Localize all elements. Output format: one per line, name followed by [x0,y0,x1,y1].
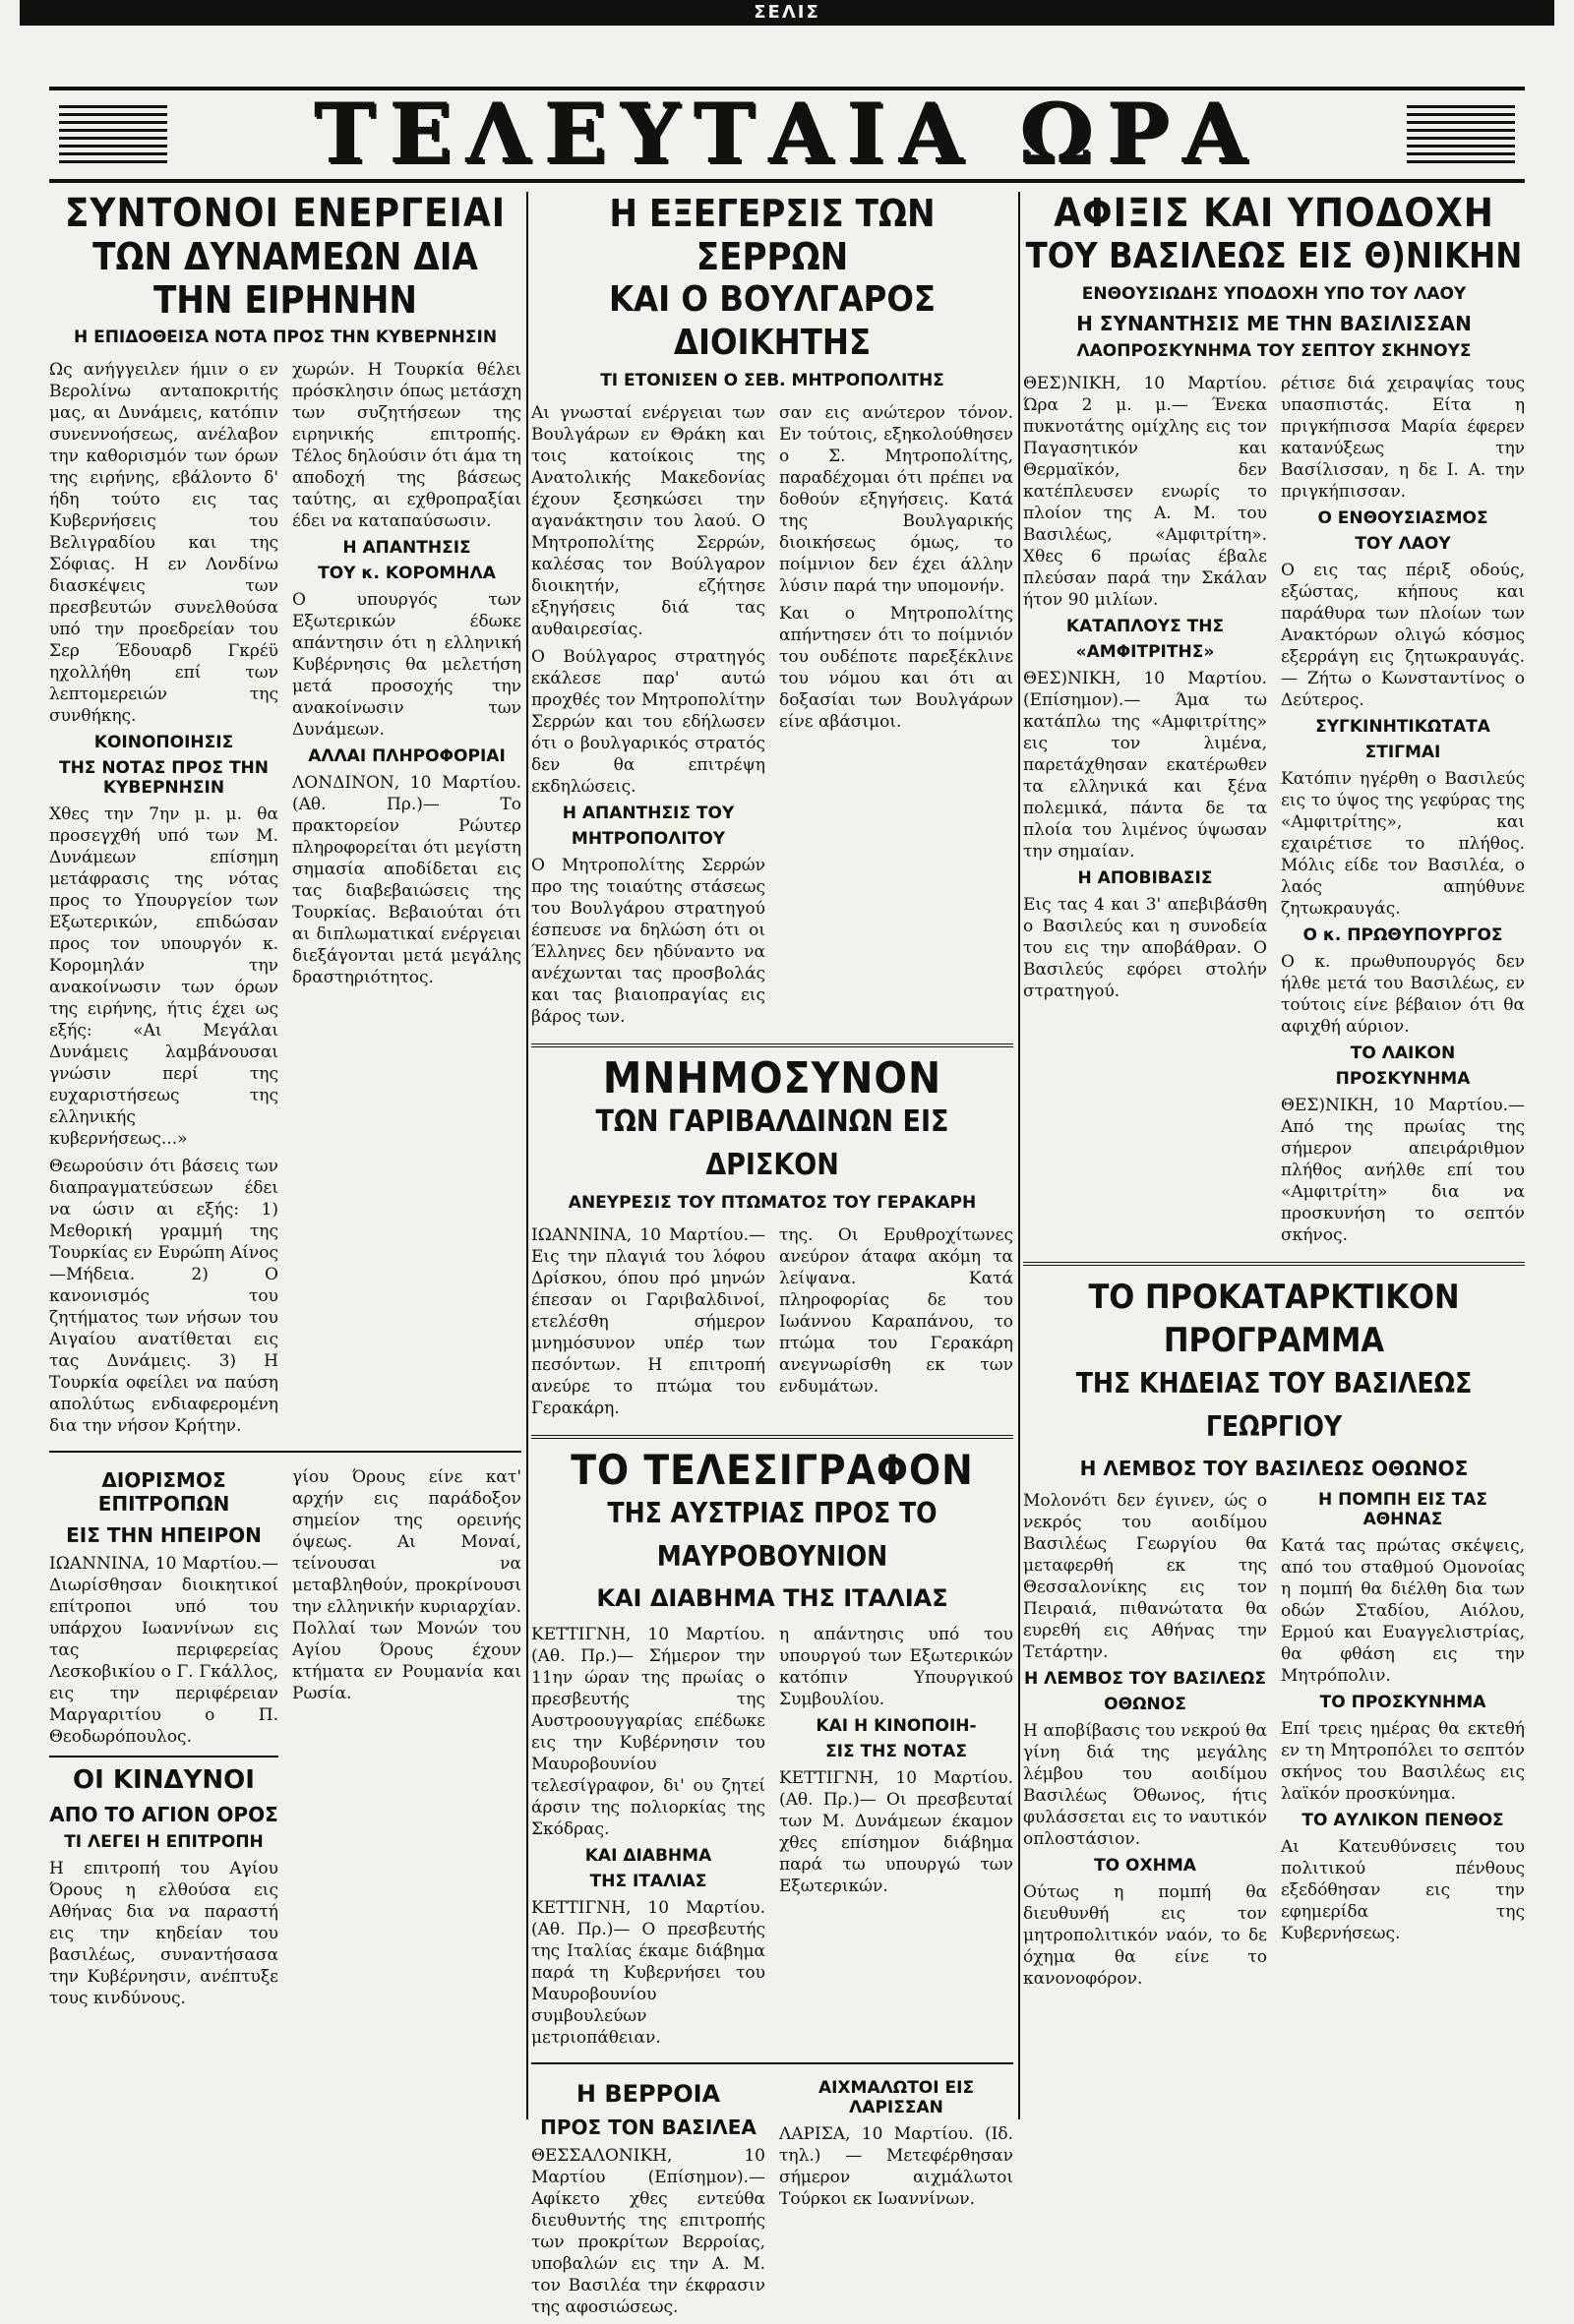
article-text: Ο Μητροπολίτης Σερρών προ της τοιαύτης στάσεως του Βουλγάρου στρατηγού έσπευσε να δηλώση ότι οι Έλληνες δεν ηδύναντο να ανέχωνται τας προσβολάς και τας βιαιοπραγίας εις βάρος των. [531,856,765,1027]
article-text: ΚΕΤΤΙΓΝΗ, 10 Μαρτίου. (Αθ. Πρ.)— Οι πρεσβευταί των Μ. Δυνάμεων έκαμον χθες επίσημον διάβημα παρά τω υπουργώ των Εξωτερικών. [779,1768,1013,1896]
masthead-title: ΤΕΛΕΥΤΑΙΑ ΩΡΑ [313,85,1261,182]
headline: ΤΩΝ ΔΥΝΑΜΕΩΝ ΔΙΑ ΤΗΝ ΕΙΡΗΝΗΝ [92,235,478,322]
section-heading: Η ΑΠΑΝΤΗΣΙΣ ΤΟΥ [562,804,735,823]
headline: ΤΟ ΤΕΛΕΣΙΓΡΑΦΟΝ [571,1446,974,1494]
article-text: ΘΕΣ)ΝΙΚΗ, 10 Μαρτίου. (Επίσημον).— Άμα τω κατάπλω της «Αμφιτρίτης» εις τον λιμένα, παρετάχθησαν εκατέρωθεν τα ελληνικά και ξένα πολεμικά, πάντα δε τα πλοία του λιμένος ύψωσαν την σημαίαν. [1023,669,1267,862]
section-heading: ΣΥΓΚΙΝΗΤΙΚΩΤΑΤΑ [1315,717,1490,737]
ornament-right [1407,104,1515,163]
section-heading: ΣΙΣ ΤΗΣ ΝΟΤΑΣ [825,1742,967,1761]
section-heading: ΟΘΩΝΟΣ [1104,1695,1186,1714]
article-text: Επί τρεις ημέρας θα εκτεθή εν τη Μητροπόλει το σεπτόν σκήνος του Βασιλέως εις λαϊκόν προσκύνημα. [1281,1719,1525,1804]
article-text: Ο εις τας πέριξ οδούς, εξώστας, κήπους και παράθυρα των πλοίων των Ανακτόρων ολιγώ κόσμος εξερράγη εις ζητωκραυγάς. — Ζήτω ο Κωνσταντίνος ο Δεύτερος. [1281,561,1525,710]
section-heading: ΤΟ ΠΡΟΣΚΥΝΗΜΑ [1319,1693,1486,1712]
article-text: ΛΑΡΙΣΑ, 10 Μαρτίου. (Ιδ. τηλ.) — Μετεφέρθησαν σήμερον αιχμάλωτοι Τούρκοι εκ Ιωαννίνων. [779,2124,1013,2209]
section-heading: «ΑΜΦΙΤΡΙΤΗΣ» [1075,642,1215,662]
two-column-text [531,2072,1013,2324]
section-heading: ΠΡΟΣΚΥΝΗΜΑ [1335,1069,1471,1089]
ornament-left [59,104,167,163]
section-heading: ΚΑΙ ΔΙΑΒΗΜΑ [584,1846,712,1866]
section-heading: ΚΑΙ Η ΚΙΝΟΠΟΙΗ- [816,1716,977,1736]
headline: Η ΕΞΕΓΕΡΣΙΣ ΤΩΝ ΣΕΡΡΩΝ [609,192,936,278]
divider [531,2062,1013,2064]
two-column-text [49,1460,521,2015]
section-heading: ΑΛΛΑΙ ΠΛΗΡΟΦΟΡΙΑΙ [308,746,506,766]
section-heading: Η ΠΟΜΠΗ ΕΙΣ ΤΑΣ ΑΘΗΝΑΣ [1318,1490,1487,1529]
article-text: Κατόπιν ηγέρθη ο Βασιλεύς εις το ύψος της γεφύρας της «Αμφιτρίτης», και εχαιρέτισε το πλήθος. Μόλις είδε τον Βασιλέα, ο λαός απηύθυνε ζητωκραυγάς. [1281,769,1525,919]
article-text: σαν εις ανώτερον τόνον. Εν τούτοις, εξηκολούθησεν ο Σ. Μητροπολίτης, παραδέχομαι ότι πρέπει να δοθούν εξηγήσεις. Κατά της Βουλγαρικής διοικήσεως όμως, το ποίμνιον δεν έχει άλλην λύσιν παρά την υπομονήν. [779,403,1013,596]
section-heading: ΔΙΟΡΙΣΜΟΣ ΕΠΙΤΡΟΠΩΝ [97,1468,230,1516]
subheadline: ΛΑΟΠΡΟΣΚΥΝΗΜΑ ΤΟΥ ΣΕΠΤΟΥ ΣΚΗΝΟΥΣ [1076,341,1472,361]
article-text: ΘΕΣ)ΝΙΚΗ, 10 Μαρτίου. Ώρα 2 μ. μ.— Ένεκα πυκνοτάτης ομίχλης εις τον Παγασητικόν και Θερμαϊκόν, δεν κατέπλευσεν ενωρίς το πλοίον της Α. Μ. του Βασιλέως, «Αμφιτρίτη». Χθες 6 πρωίας έβαλε πλεύσαν παρά την Σκάλαν ήτον 90 μιλίων. [1023,374,1267,610]
two-column-text [531,396,1013,1034]
article-text: Ο Βούλγαρος στρατηγός εκάλεσε παρ' αυτώ προχθές τον Μητροπολίτην Σερρών και του εδήλωσεν ότι ο βουλγαρικός στρατός δεν θα επιτρέψη εκδηλώσεις. [531,647,765,797]
two-column-text [49,353,521,1443]
two-column-text [531,1618,1013,2055]
article-text: της. Οι Ερυθροχίτωνες ανεύρον άταφα ακόμη τα λείψανα. Κατά πληροφορίας δε του Ιωάννου Καραπάνου, το πτώμα του Γερακάρη ανεγνωρίσθη εκ των ενδυμάτων. [779,1225,1013,1397]
subheadline: ΚΑΙ ΔΙΑΒΗΜΑ ΤΗΣ ΙΤΑΛΙΑΣ [596,1584,948,1612]
article-text: ΘΕΣ)ΝΙΚΗ, 10 Μαρτίου.— Από της πρωίας της σήμερον απειράριθμον πλήθος ανήλθε επί του «Αμφιτρίτη» δια να προσκυνήση το σεπτόν σκήνος. [1281,1096,1525,1245]
subheadline: ΤΙ ΕΤΟΝΙΣΕΝ Ο ΣΕΒ. ΜΗΤΡΟΠΟΛΙΤΗΣ [600,371,944,390]
newspaper-page [20,0,1554,2317]
divider [49,1756,278,1758]
article-text: ΙΩΑΝΝΙΝΑ, 10 Μαρτίου.— Εις την πλαγιά του λόφου Δρίσκου, όπου πρό μηνών έπεσαν οι Γαριβαλδινοί, ετελέσθη σήμερον μνημόσυνον υπέρ των πεσόντων. Η επιτροπή ανεύρε το πτώμα του Γερακάρη. [531,1225,765,1418]
headline: ΤΗΣ ΑΥΣΤΡΙΑΣ ΠΡΟΣ ΤΟ ΜΑΥΡΟΒΟΥΝΙΟΝ [607,1497,938,1573]
section-heading: ΤΟ ΟΧΗΜΑ [1094,1856,1196,1876]
headline: ΚΑΙ Ο ΒΟΥΛΓΑΡΟΣ ΔΙΟΙΚΗΤΗΣ [608,279,937,363]
column-1 [49,192,521,2119]
article-text: Κατά τας πρώτας σκέψεις, από του σταθμού Ομονοίας η πομπή θα διέλθη δια των οδών Σταδίου, Αιόλου, Ερμού και Ευαγγελιστρίας, θα φθάση εις την Μητρόπολιν. [1281,1536,1525,1686]
section-heading: Η ΑΠΑΝΤΗΣΙΣ [342,538,471,558]
article-text: ρέτισε διά χειραψίας τους υπασπιστάς. Είτα η πριγκήπισσα Μαρία έφερεν κατανύξεως την Βασίλισσαν, η δε Ι. Α. την πριγκήπισσαν. [1281,374,1525,502]
section-heading: ΜΗΤΡΟΠΟΛΙΤΟΥ [571,829,726,849]
article-text: Εις τας 4 και 3' απεβιβάσθη ο Βασιλεύς και η συνοδεία του εις την αποβάθραν. Ο Βασιλεύς εφόρει στολήν στρατηγού. [1023,895,1267,1001]
divider [1023,1262,1525,1266]
section-heading: ΑΠΟ ΤΟ ΑΓΙΟΝ ΟΡΟΣ [49,1803,278,1826]
section-heading: ΤΟΥ κ. ΚΟΡΟΜΗΛΑ [318,564,496,583]
section-heading: ΠΡΟΣ ΤΟΝ ΒΑΣΙΛΕΑ [540,2115,757,2139]
section-heading: ΕΙΣ ΤΗΝ ΗΠΕΙΡΟΝ [66,1523,262,1547]
article-text: γίου Όρους είνε κατ' αρχήν εις παράδοξον σημείον της ορεινής όψεως. Αι Μοναί, τείνουσαι να μεταβληθούν, προκρίνουσι την ελληνικήν κυριαρχίαν. Πολλαί των Μονών του Αγίου Όρους έχουν κτήματα εν Ρουμανία και Ρωσία. [292,1467,521,1703]
section-heading: ΑΙΧΜΑΛΩΤΟΙ ΕΙΣ ΛΑΡΙΣΣΑΝ [817,2078,975,2117]
article-text: Χθες την 7ην μ. μ. θα προσεγχθή υπό των Μ. Δυνάμεων επίσημη μετάφρασις της νότας προς το Υπουργείον των Εξωτερικών, επιδώσαν προς τον υπουργόν κ. Κορομηλάν την ανακοίνωσιν των όρων της ειρήνης, ήτις έχει ως εξής: «Αι Μεγάλαι Δυνάμεις λαμβάνουσαι γνώσιν περί της ευχαριστήσεως της ελληνικής κυβερνήσεως...» [49,804,278,1149]
section-heading: Ο ΕΝΘΟΥΣΙΑΣΜΟΣ [1317,508,1488,528]
section-heading: ΟΙ ΚΙΝΔΥΝΟΙ [73,1765,255,1795]
section-heading: ΤΙ ΛΕΓΕΙ Η ΕΠΙΤΡΟΠΗ [64,1832,264,1852]
divider [531,1043,1013,1047]
headline: ΣΥΝΤΟΝΟΙ ΕΝΕΡΓΕΙΑΙ [64,191,507,236]
subheadline: ΑΝΕΥΡΕΣΙΣ ΤΟΥ ΠΤΩΜΑΤΟΣ ΤΟΥ ΓΕΡΑΚΑΡΗ [568,1193,977,1213]
article-text: ΛΟΝΔΙΝΟΝ, 10 Μαρτίου. (Αθ. Πρ.)— Το πρακτορείον Ρώυτερ πληροφορείται ότι μεγίστη σημασία αποδίδεται εις τας διαβεβαιώσεις της Τουρκίας. Βεβαιούται ότι αι διπλωματικαί ενέργειαι διεξάγονται μετά μεγάλης δραστηριότητος. [292,773,521,987]
article-text: Η επιτροπή του Αγίου Όρους η ελθούσα εις Αθήνας δια να παραστή εις την κηδείαν του βασιλέως, συναντήσασα την Κυβέρνησιν, ανέπτυξε τους κινδύνους. [49,1859,278,2008]
column-3 [1023,192,1525,2119]
two-column-text [1023,1484,1525,1996]
divider [49,1451,521,1453]
article-text: ΘΕΣΣΑΛΟΝΙΚΗ, 10 Μαρτίου (Επίσημον).— Αφίκετο χθες εντεύθα διευθυντής της επιτροπής των προκρίτων Βερροίας, υποβαλών εις την Α. Μ. τον Βασιλέα την έκφρασιν της αφοσιώσεως. [531,2146,765,2317]
section-heading: Η ΛΕΜΒΟΣ ΤΟΥ ΒΑΣΙΛΕΩΣ [1024,1669,1266,1689]
article-text: ΚΕΤΤΙΓΝΗ, 10 Μαρτίου. (Αθ. Πρ.)— Σήμερον την 11ην ώραν της πρωίας ο πρεσβευτής της Αυστροουγγαρίας επέδωκε εις την Κυβέρνησιν του Μαυροβουνίου τελεσίγραφον, δι' ου ζητεί άρσιν της πολιορκίας της Σκόδρας. [531,1625,765,1839]
section-heading: Η ΑΠΟΒΙΒΑΣΙΣ [1077,868,1213,888]
article-text: ΚΕΤΤΙΓΝΗ, 10 Μαρτίου. (Αθ. Πρ.)— Ο πρεσβευτής της Ιταλίας έκαμε διάβημα παρά τη Κυβερνήσει του Μαυροβουνίου συμβουλεύων μετριοπάθειαν. [531,1898,765,2048]
headline: ΤΟΥ ΒΑΣΙΛΕΩΣ ΕΙΣ Θ)ΝΙΚΗΝ [1025,236,1523,276]
section-heading: ΚΑΤΑΠΛΟΥΣ ΤΗΣ [1065,617,1225,636]
article-text: Ούτως η πομπή θα διευθυνθή εις τον μητροπολιτικόν ναόν, το δε όχημα θα είνε το κανονοφόρον. [1023,1882,1267,1989]
section-heading: ΤΟ ΑΥΛΙΚΟΝ ΠΕΝΘΟΣ [1302,1811,1504,1830]
article-text: Ο υπουργός των Εξωτερικών έδωκε απάντησιν ότι η ελληνική Κυβέρνησις θα μελετήση μετά προσοχής την ανακοίνωσιν των Δυνάμεων. [292,590,521,740]
headline: ΤΗΣ ΚΗΔΕΙΑΣ ΤΟΥ ΒΑΣΙΛΕΩΣ ΓΕΩΡΓΙΟΥ [1075,1367,1473,1443]
column-rule [526,192,528,2119]
subheadline: ΕΝΘΟΥΣΙΩΔΗΣ ΥΠΟΔΟΧΗ ΥΠΟ ΤΟΥ ΛΑΟΥ [1081,284,1467,304]
two-column-text [531,1219,1013,1425]
headline: ΤΟ ΠΡΟΚΑΤΑΡΚΤΙΚΟΝ ΠΡΟΓΡΑΜΜΑ [1088,1278,1460,1360]
article-text: Θεωρούσιν ότι βάσεις των διαπραγματεύσεων έδει να ώσιν αι εξής: 1) Μεθορική γραμμή της Τουρκίας εν Ευρώπη Αίνος—Μήδεια. 2) Ο κανονισμός του ζητήματος των νήσων του Αιγαίου ανατίθεται εις τας Δυνάμεις. 3) Η Τουρκία οφείλει να παύση απολύτως ενδιαφερομένη δια την νήσον Κρήτην. [49,1157,278,1436]
article-text: Η αποβίβασις του νεκρού θα γίνη διά της μεγάλης λέμβου του αοιδίμου Βασιλέως Όθωνος, ήτις φυλάσσεται εις το ναυτικόν οπλοστάσιον. [1023,1721,1267,1849]
article-text: Και ο Μητροπολίτης απήντησεν ότι το ποίμνιόν του ουδέποτε παρεξέκλινε του νόμου και ότι αι δοξασίαι των Βουλγάρων είνε αβάσιμοι. [779,604,1013,732]
article-text: ΙΩΑΝΝΙΝΑ, 10 Μαρτίου.— Διωρίσθησαν διοικητικοί επίτροποι υπό του υπάρχου Ιωαννίνων εις τας περιφερείας Λεσκοβικίου ο Γ. Γκάλλος, εις την περιφέρειαν Μαργαριτίου ο Π. Θεοδωρόπουλος. [49,1554,278,1747]
two-column-text [1023,367,1525,1252]
section-heading: ΤΗΣ ΝΟΤΑΣ ΠΡΟΣ ΤΗΝ ΚΥΒΕΡΝΗΣΙΝ [58,758,270,798]
subheadline: Η ΛΕΜΒΟΣ ΤΟΥ ΒΑΣΙΛΕΩΣ ΟΘΩΝΟΣ [1079,1457,1469,1480]
masthead-banner [49,87,1525,183]
divider [531,1435,1013,1439]
article-text: χωρών. Η Τουρκία θέλει πρόσκλησιν όπως μετάσχη των συζητήσεων της ειρηνικής επιτροπής. Τέλος δηλούσιν ότι άμα τη αποδοχή της βάσεως ταύτης, αι εχθροπραξίαι έδει να καταπαύσωσιν. [292,360,521,531]
page-folio: ΣΕΛΙΣ [754,2,820,23]
section-heading: ΤΗΣ ΙΤΑΛΙΑΣ [589,1872,707,1891]
article-text: Ως ανήγγειλεν ήμιν ο εν Βερολίνω ανταποκριτής μας, αι Δυνάμεις, κατόπιν συνεννοήσεως, ανέλαβον την καθορισμόν των όρων της ειρήνης, εβάλοντο δ' ήδη τούτο εις τας Κυβερνήσεις του Βελιγραδίου και της Σόφιας. Η εν Λονδίνω διασκέψεις των πρεσβευτών συνελθούσα υπό την προεδρείαν του Σερ Έδουαρδ Γκρέϋ ηχολλήθη επί των λεπτομερειών της συνθήκης. [49,360,278,726]
headline: ΜΝΗΜΟΣΥΝΟΝ [602,1053,942,1103]
section-heading: ΤΟ ΛΑΙΚΟΝ [1350,1043,1456,1063]
article-text: Μολονότι δεν έγινεν, ώς ο νεκρός του αοιδίμου Βασιλέως Γεωργίου θα μεταφερθή εκ της Θεσσαλονίκης εις τον Πειραιά, πιθανώτατα θα ευρεθή εις Αθήνας την Τετάρτην. [1023,1491,1267,1662]
section-heading: Η ΒΕΡΡΟΙΑ [575,2080,721,2108]
article-text: Αι γνωσταί ενέργειαι των Βουλγάρων εν Θράκη και τοις κατοίκοις της Ανατολικής Μακεδονίας έχουν ξεσηκώσει την αγανάκτησιν του λαού. Ο Μητροπολίτης Σερρών, καλέσας τον Βούλγαρον διοικητήν, εζήτησε εξηγήσεις διά τας αυθαιρεσίας. [531,403,765,639]
article-text: Ο κ. πρωθυπουργός δεν ήλθε μετά του Βασιλέως, εν τούτοις είνε βέβαιον ότι θα αφιχθή αύριον. [1281,952,1525,1037]
top-bar [20,0,1554,26]
subheadline: Η ΣΥΝΑΝΤΗΣΙΣ ΜΕ ΤΗΝ ΒΑΣΙΛΙΣΣΑΝ [1076,312,1472,335]
article-text: Αι Κατευθύνσεις του πολιτικού πένθους εξεδόθησαν εις την εφημερίδα της Κυβερνήσεως. [1281,1837,1525,1943]
column-2 [531,192,1013,2317]
section-heading: Ο κ. ΠΡΩΘΥΠΟΥΡΓΟΣ [1302,925,1503,945]
section-heading: ΤΟΥ ΛΑΟΥ [1355,534,1451,554]
article-text: η απάντησις υπό του υπουργού των Εξωτερικών κατόπιν Υπουργικού Συμβουλίου. [779,1625,1013,1709]
subheadline: Η ΕΠΙΔΟΘΕΙΣΑ ΝΟΤΑ ΠΡΟΣ ΤΗΝ ΚΥΒΕΡΝΗΣΙΝ [73,328,498,347]
headline: ΤΩΝ ΓΑΡΙΒΑΛΔΙΝΩΝ ΕΙΣ ΔΡΙΣΚΟΝ [595,1104,949,1182]
section-heading: ΣΤΙΓΜΑΙ [1364,743,1441,762]
section-heading: ΚΟΙΝΟΠΟΙΗΣΙΣ [93,733,234,752]
headline: ΑΦΙΞΙΣ ΚΑΙ ΥΠΟΔΟΧΗ [1054,191,1494,236]
column-rule [1018,192,1020,2119]
